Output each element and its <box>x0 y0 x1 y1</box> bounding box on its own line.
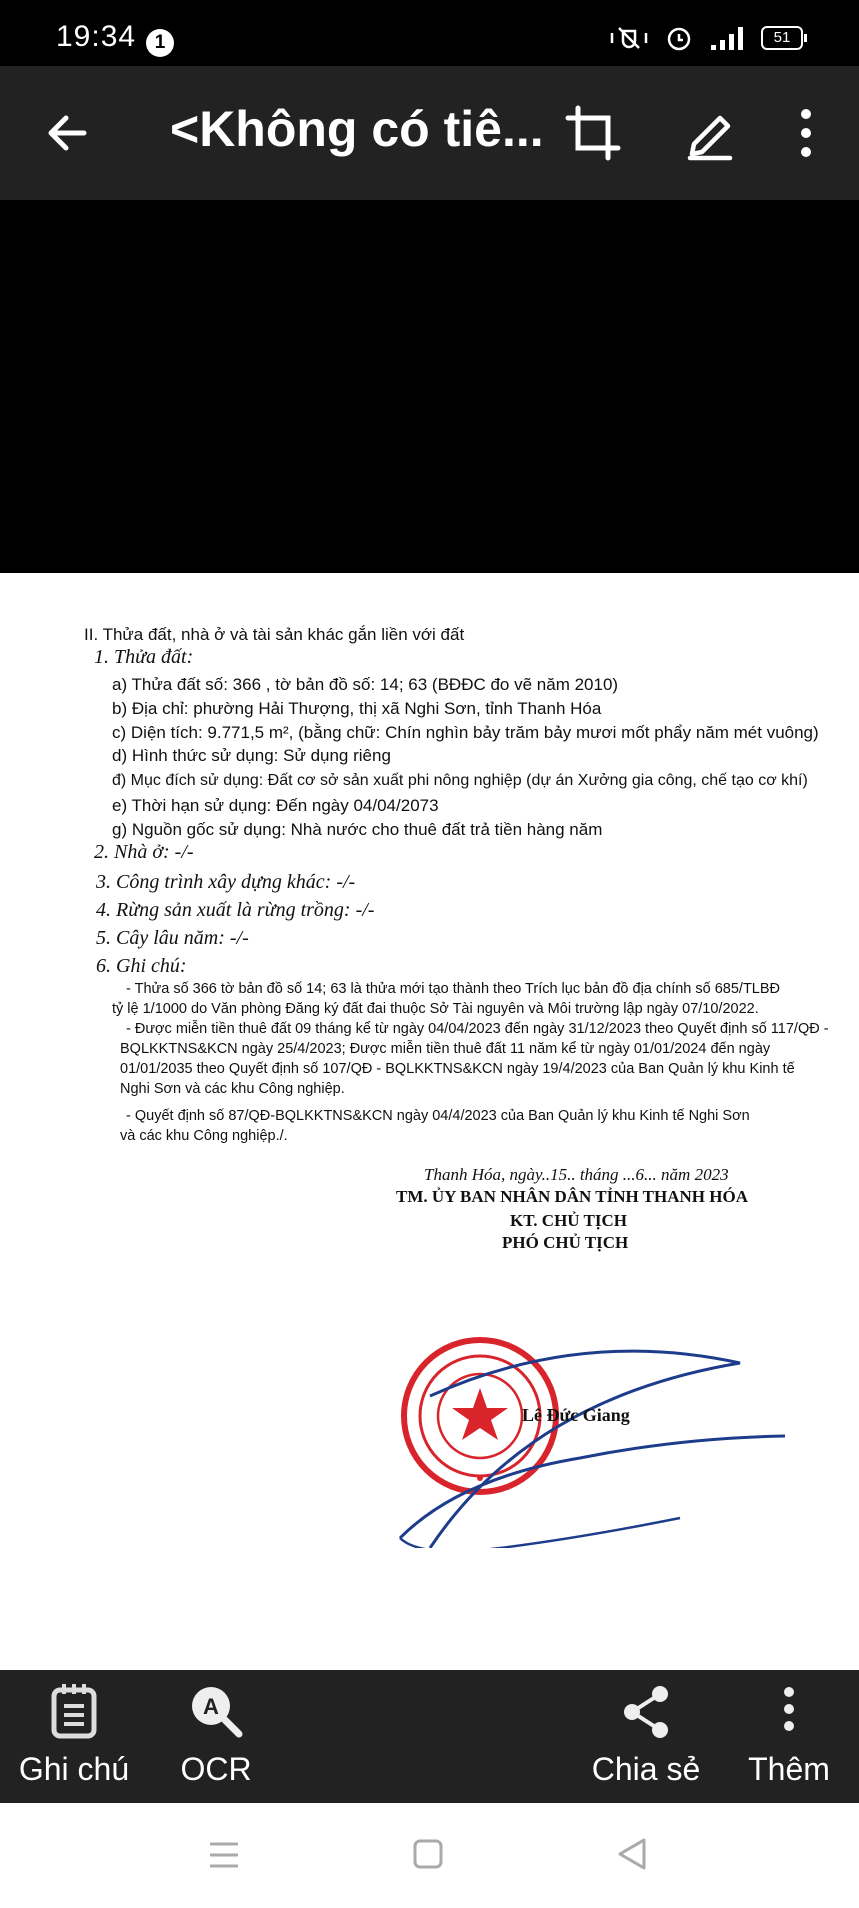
share-label: Chia sẻ <box>591 1751 701 1787</box>
bottom-toolbar <box>0 1670 859 1803</box>
signal-icon <box>709 25 745 51</box>
ocr-button[interactable] <box>166 1682 266 1788</box>
note-line: - Thửa số 366 tờ bản đồ số 14; 63 là thửa mới tạo thành theo Trích lục bản đồ địa chính số 685/TLBĐ <box>126 981 781 997</box>
usage-purpose-line: đ) Mục đích sử dụng: Đất cơ sở sản xuất phi nông nghiệp (dự án Xưởng gia công, chế tạo cơ khí) <box>112 772 808 789</box>
crop-icon[interactable] <box>564 104 622 162</box>
app-bar <box>0 66 859 200</box>
address-line: b) Địa chỉ: phường Hải Thượng, thị xã Nghi Sơn, tỉnh Thanh Hóa <box>112 699 602 718</box>
scanned-certificate-page <box>0 573 859 1695</box>
note-line: 01/01/2035 theo Quyết định số 107/QĐ - BQLKKTNS&KCN ngày 19/4/2023 của Ban Quản lý khu Kinh tế <box>120 1061 795 1077</box>
note-icon <box>48 1682 100 1740</box>
plot-number-line: a) Thửa đất số: 366 , tờ bản đồ số: 14; 63 (BĐĐC đo vẽ năm 2010) <box>112 675 619 694</box>
heading-notes: 6. Ghi chú: <box>96 955 187 977</box>
note-line: Nghi Sơn và các khu Công nghiệp. <box>120 1081 345 1097</box>
more-icon <box>774 1682 804 1740</box>
heading-other-construction: 3. Công trình xây dựng khác: -/- <box>96 871 356 893</box>
issuing-authority: TM. ỦY BAN NHÂN DÂN TỈNH THANH HÓA <box>396 1187 748 1206</box>
status-time: 19:34 <box>56 20 137 53</box>
share-button[interactable] <box>584 1682 708 1788</box>
status-bar <box>0 0 859 66</box>
area-line: c) Diện tích: 9.771,5 m², (bằng chữ: Chín nghìn bảy trăm bảy mươi mốt phẩy năm mét vuông) <box>112 723 819 742</box>
battery-icon: 51 <box>761 26 803 50</box>
alarm-icon <box>665 24 693 52</box>
signer-title-vice-chairman: PHÓ CHỦ TỊCH <box>502 1233 629 1252</box>
edit-pencil-icon[interactable] <box>682 104 740 162</box>
svg-text:A: A <box>203 1694 219 1719</box>
status-icons <box>609 24 803 52</box>
notes-button[interactable] <box>14 1682 134 1788</box>
ocr-label: OCR <box>180 1751 252 1787</box>
note-line: - Quyết định số 87/QĐ-BQLKKTNS&KCN ngày 04/4/2023 của Ban Quản lý khu Kinh tế Nghi Sơn <box>126 1108 750 1124</box>
heading-land-plot: 1. Thửa đất: <box>94 646 194 668</box>
issue-date: Thanh Hóa, ngày..15.. tháng ...6... năm 2023 <box>424 1165 729 1184</box>
back-nav-icon[interactable] <box>616 1837 646 1871</box>
usage-origin-line: g) Nguồn gốc sử dụng: Nhà nước cho thuê đất trả tiền hàng năm <box>112 820 603 839</box>
document-viewer[interactable] <box>0 200 859 1670</box>
section-heading: II. Thửa đất, nhà ở và tài sản khác gắn liền với đất <box>84 625 465 644</box>
note-line: tỷ lệ 1/1000 do Văn phòng Đăng ký đất đai thuộc Sở Tài nguyên và Môi trường lập ngày 07/10/2022. <box>112 1001 759 1017</box>
ocr-icon <box>187 1682 245 1740</box>
notes-label: Ghi chú <box>18 1751 130 1787</box>
heading-perennial-trees: 5. Cây lâu năm: -/- <box>96 927 249 949</box>
document-title: <Không có tiê... <box>170 101 544 157</box>
note-line: và các khu Công nghiệp./. <box>120 1128 288 1144</box>
usage-term-line: e) Thời hạn sử dụng: Đến ngày 04/04/2073 <box>112 796 439 815</box>
usage-form-line: d) Hình thức sử dụng: Sử dụng riêng <box>112 746 391 765</box>
recent-apps-icon[interactable] <box>208 1841 240 1869</box>
overflow-menu-icon[interactable] <box>786 106 826 160</box>
mute-vibrate-icon <box>609 25 649 51</box>
heading-planted-forest: 4. Rừng sản xuất là rừng trồng: -/- <box>96 899 375 921</box>
heading-house: 2. Nhà ở: -/- <box>94 841 194 863</box>
official-seal-and-signature <box>380 1308 810 1548</box>
home-icon[interactable] <box>413 1839 443 1869</box>
signer-name: Lê Đức Giang <box>522 1405 630 1425</box>
notification-count-badge: 1 <box>146 29 174 57</box>
more-label: Thêm <box>748 1751 830 1787</box>
back-arrow-icon[interactable] <box>40 106 94 160</box>
note-line: - Được miễn tiền thuê đất 09 tháng kể từ ngày 04/04/2023 đến ngày 31/12/2023 theo Quyết định số 117/QĐ - <box>126 1021 829 1037</box>
signer-title-kt: KT. CHỦ TỊCH <box>510 1211 627 1230</box>
share-icon <box>620 1682 672 1740</box>
system-navigation-bar <box>0 1803 859 1908</box>
more-button[interactable] <box>734 1682 844 1788</box>
note-line: BQLKKTNS&KCN ngày 25/4/2023; Được miễn tiền thuê đất 11 năm kể từ ngày 01/01/2024 đến ngày <box>120 1041 771 1057</box>
